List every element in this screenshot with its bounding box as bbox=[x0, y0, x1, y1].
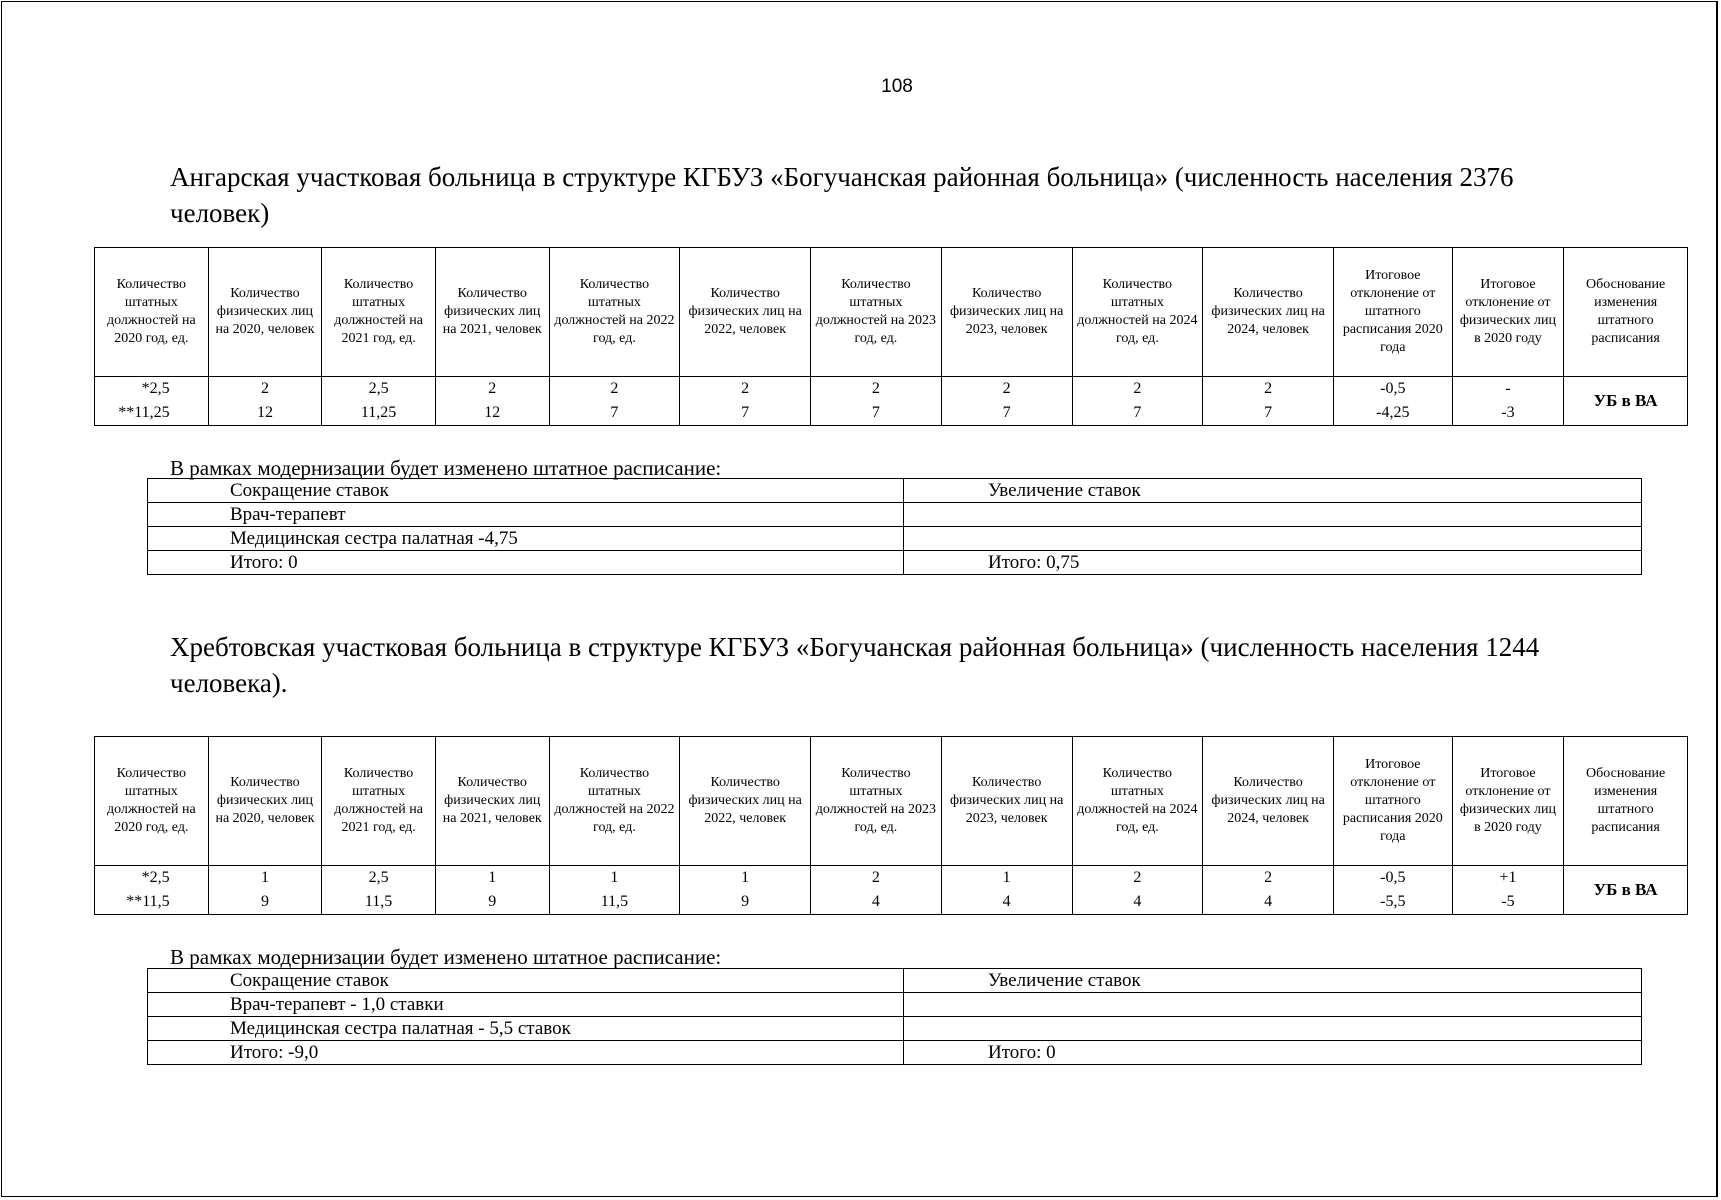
table-row bbox=[148, 503, 1642, 527]
staffing-table-angarskaya bbox=[94, 247, 1688, 426]
table-row bbox=[95, 890, 1688, 915]
table-cell: -5 bbox=[1452, 890, 1564, 915]
table-cell: **11,5 bbox=[95, 890, 209, 915]
column-header: Количество физических лиц на 2024, человек bbox=[1203, 248, 1334, 377]
table-cell: 7 bbox=[680, 401, 811, 426]
table-cell: 1 bbox=[680, 866, 811, 891]
increase-header: Увеличение ставок bbox=[904, 479, 1642, 503]
table-row bbox=[148, 969, 1642, 993]
table-cell: 7 bbox=[811, 401, 942, 426]
reduction-item: Медицинская сестра палатная - 5,5 ставок bbox=[148, 1017, 904, 1041]
table-cell: 1 bbox=[549, 866, 680, 891]
column-header: Итоговое отклонение от физических лиц в 2020 году bbox=[1452, 248, 1564, 377]
column-header: Количество штатных должностей на 2023 год, ед. bbox=[811, 737, 942, 866]
table-cell: -5,5 bbox=[1333, 890, 1452, 915]
reduction-header: Сокращение ставок bbox=[148, 479, 904, 503]
modernization-table-angarskaya bbox=[147, 478, 1642, 575]
increase-item bbox=[904, 1017, 1642, 1041]
table-cell: 7 bbox=[941, 401, 1072, 426]
table-cell: +1 bbox=[1452, 866, 1564, 891]
column-header: Количество штатных должностей на 2023 год, ед. bbox=[811, 248, 942, 377]
column-header: Количество штатных должностей на 2024 год, ед. bbox=[1072, 248, 1203, 377]
page-number: 108 bbox=[881, 76, 913, 97]
table-row bbox=[148, 551, 1642, 575]
modernization-heading: В рамках модернизации будет изменено штатное расписание: bbox=[170, 456, 722, 480]
table-cell: - bbox=[1452, 377, 1564, 402]
increase-item bbox=[904, 503, 1642, 527]
column-header: Количество физических лиц на 2022, человек bbox=[680, 737, 811, 866]
reduction-header: Сокращение ставок bbox=[148, 969, 904, 993]
reduction-total: Итого: 0 bbox=[148, 551, 904, 575]
table-row bbox=[95, 866, 1688, 891]
table-cell: 2 bbox=[1072, 866, 1203, 891]
table-cell: 7 bbox=[1072, 401, 1203, 426]
table-cell: *2,5 bbox=[95, 377, 209, 402]
reduction-item: Медицинская сестра палатная -4,75 bbox=[148, 527, 904, 551]
column-header: Обоснование изменения штатного расписания bbox=[1564, 248, 1688, 377]
column-header: Количество штатных должностей на 2020 год, ед. bbox=[95, 248, 209, 377]
increase-item bbox=[904, 527, 1642, 551]
table-row bbox=[148, 527, 1642, 551]
table-cell: 2 bbox=[811, 866, 942, 891]
staffing-table-khrebtovskaya bbox=[94, 736, 1688, 915]
table-cell: 7 bbox=[549, 401, 680, 426]
table-cell: 1 bbox=[941, 866, 1072, 891]
column-header: Итоговое отклонение от физических лиц в 2020 году bbox=[1452, 737, 1564, 866]
table-cell: 7 bbox=[1203, 401, 1334, 426]
table-cell: -3 bbox=[1452, 401, 1564, 426]
column-header: Количество штатных должностей на 2022 год, ед. bbox=[549, 248, 680, 377]
table-cell: 2 bbox=[941, 377, 1072, 402]
column-header: Итоговое отклонение от штатного расписания 2020 года bbox=[1333, 737, 1452, 866]
column-header: Количество физических лиц на 2024, человек bbox=[1203, 737, 1334, 866]
reduction-item: Врач-терапевт - 1,0 ставки bbox=[148, 993, 904, 1017]
table-cell: 2 bbox=[1203, 377, 1334, 402]
column-header: Итоговое отклонение от штатного расписания 2020 года bbox=[1333, 248, 1452, 377]
column-header: Количество физических лиц на 2021, человек bbox=[435, 248, 549, 377]
table-row bbox=[148, 1017, 1642, 1041]
table-cell: 2,5 bbox=[322, 866, 436, 891]
table-row bbox=[95, 401, 1688, 426]
table-cell: 12 bbox=[435, 401, 549, 426]
table-row bbox=[148, 1041, 1642, 1065]
modernization-heading: В рамках модернизации будет изменено штатное расписание: bbox=[170, 945, 722, 969]
modernization-table-khrebtovskaya bbox=[147, 968, 1642, 1065]
column-header: Количество физических лиц на 2020, человек bbox=[208, 248, 322, 377]
column-header: Количество физических лиц на 2020, человек bbox=[208, 737, 322, 866]
increase-total: Итого: 0 bbox=[904, 1041, 1642, 1065]
column-header: Количество физических лиц на 2022, человек bbox=[680, 248, 811, 377]
column-header: Количество штатных должностей на 2020 год, ед. bbox=[95, 737, 209, 866]
table-cell: 2 bbox=[435, 377, 549, 402]
table-cell: 2 bbox=[1072, 377, 1203, 402]
table-cell: 11,25 bbox=[322, 401, 436, 426]
basis-cell: УБ в ВА bbox=[1564, 866, 1688, 915]
table-cell: 9 bbox=[208, 890, 322, 915]
column-header: Количество физических лиц на 2021, человек bbox=[435, 737, 549, 866]
table-cell: 9 bbox=[680, 890, 811, 915]
table-cell: 2 bbox=[1203, 866, 1334, 891]
table-cell: 1 bbox=[435, 866, 549, 891]
table-header-row bbox=[95, 248, 1688, 377]
table-row bbox=[148, 479, 1642, 503]
column-header: Количество штатных должностей на 2021 год, ед. bbox=[322, 737, 436, 866]
table-cell: -0,5 bbox=[1333, 377, 1452, 402]
table-cell: *2,5 bbox=[95, 866, 209, 891]
table-cell: 12 bbox=[208, 401, 322, 426]
table-cell: 4 bbox=[811, 890, 942, 915]
column-header: Количество штатных должностей на 2024 год, ед. bbox=[1072, 737, 1203, 866]
table-cell: 4 bbox=[1203, 890, 1334, 915]
table-cell: 2,5 bbox=[322, 377, 436, 402]
section-title-angarskaya: Ангарская участковая больница в структуре КГБУЗ «Богучанская районная больница» (численность населения 2376 человек) bbox=[170, 162, 1514, 228]
column-header: Количество штатных должностей на 2022 год, ед. bbox=[549, 737, 680, 866]
table-cell: -4,25 bbox=[1333, 401, 1452, 426]
column-header: Обоснование изменения штатного расписания bbox=[1564, 737, 1688, 866]
column-header: Количество физических лиц на 2023, человек bbox=[941, 248, 1072, 377]
table-cell: 11,5 bbox=[549, 890, 680, 915]
increase-total: Итого: 0,75 bbox=[904, 551, 1642, 575]
table-cell: 11,5 bbox=[322, 890, 436, 915]
table-cell: 4 bbox=[941, 890, 1072, 915]
table-cell: 1 bbox=[208, 866, 322, 891]
table-row bbox=[95, 377, 1688, 402]
column-header: Количество штатных должностей на 2021 год, ед. bbox=[322, 248, 436, 377]
column-header: Количество физических лиц на 2023, человек bbox=[941, 737, 1072, 866]
table-row bbox=[148, 993, 1642, 1017]
increase-item bbox=[904, 993, 1642, 1017]
table-header-row bbox=[95, 737, 1688, 866]
table-cell: 2 bbox=[680, 377, 811, 402]
reduction-item: Врач-терапевт bbox=[148, 503, 904, 527]
table-cell: 4 bbox=[1072, 890, 1203, 915]
table-cell: 2 bbox=[811, 377, 942, 402]
basis-cell: УБ в ВА bbox=[1564, 377, 1688, 426]
table-cell: 9 bbox=[435, 890, 549, 915]
table-cell: 2 bbox=[208, 377, 322, 402]
increase-header: Увеличение ставок bbox=[904, 969, 1642, 993]
table-cell: **11,25 bbox=[95, 401, 209, 426]
reduction-total: Итого: -9,0 bbox=[148, 1041, 904, 1065]
table-cell: -0,5 bbox=[1333, 866, 1452, 891]
table-cell: 2 bbox=[549, 377, 680, 402]
section-title-khrebtovskaya: Хребтовская участковая больница в структуре КГБУЗ «Богучанская районная больница» (численность населения 1244 человека). bbox=[170, 632, 1540, 698]
